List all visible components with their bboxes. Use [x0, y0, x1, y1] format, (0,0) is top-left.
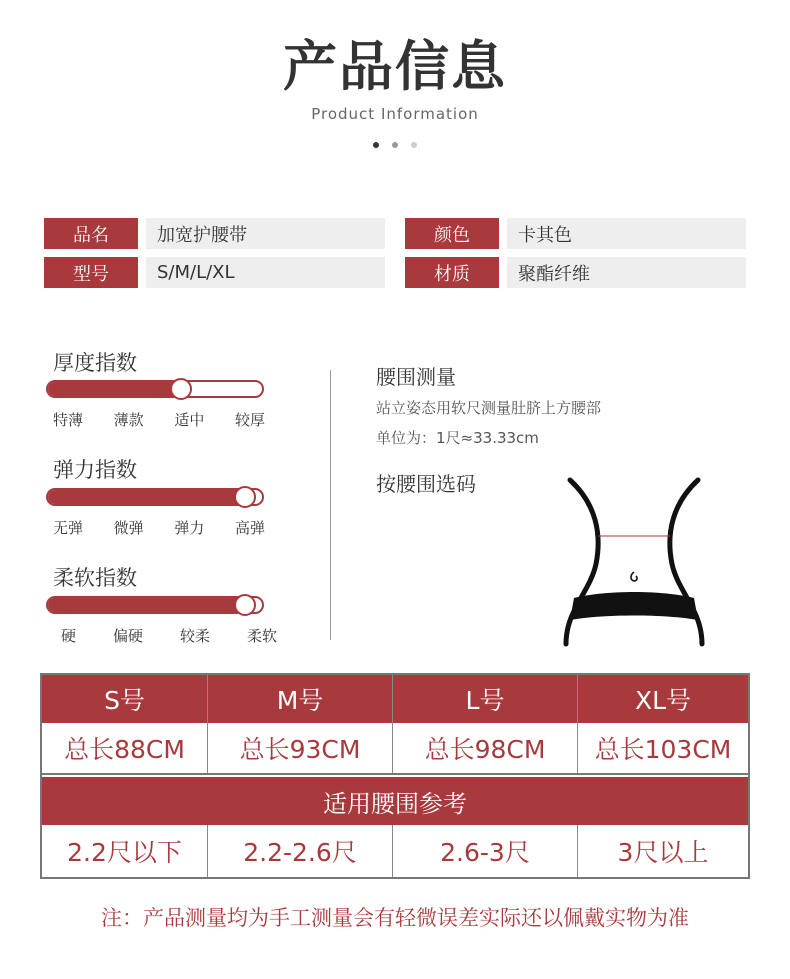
- length-l: 总长98CM: [393, 723, 578, 773]
- thickness-bar: [46, 380, 264, 398]
- length-xl: 总长103CM: [578, 723, 748, 773]
- thickness-ticks: [53, 409, 265, 430]
- tick-label: 硬: [61, 627, 77, 645]
- length-row: [42, 723, 748, 775]
- dot-3: [411, 142, 417, 148]
- tick-label: 较厚: [234, 411, 265, 429]
- vertical-divider: [330, 370, 331, 640]
- waist-xl: 3尺以上: [578, 825, 748, 877]
- size-s: S号: [42, 675, 208, 723]
- waist-s: 2.2尺以下: [42, 825, 208, 877]
- info-label-color: 颜色: [405, 218, 499, 249]
- size-m: M号: [208, 675, 393, 723]
- thickness-bar-knob: [170, 378, 192, 400]
- waist-measure-instruction: 站立姿态用软尺测量肚脐上方腰部: [376, 399, 602, 417]
- dot-1: [373, 142, 379, 148]
- waist-l: 2.6-3尺: [393, 825, 578, 877]
- softness-bar-fill: [48, 598, 245, 612]
- tick-label: 高弹: [234, 519, 265, 537]
- waist-belt-shape: [570, 592, 698, 620]
- softness-bar-knob: [234, 594, 256, 616]
- length-m: 总长93CM: [208, 723, 393, 773]
- length-s: 总长88CM: [42, 723, 208, 773]
- info-value-material: 聚酯纤维: [507, 257, 746, 288]
- waist-measure-title: 腰围测量: [376, 365, 456, 389]
- softness-index-title: 柔软指数: [53, 566, 137, 590]
- tick-label: 无弹: [53, 519, 84, 537]
- waist-row: [42, 825, 748, 877]
- tick-label: 微弹: [113, 519, 144, 537]
- elasticity-index-title: 弹力指数: [53, 458, 137, 482]
- size-l: L号: [393, 675, 578, 723]
- elasticity-bar-fill: [48, 490, 245, 504]
- thickness-index-title: 厚度指数: [53, 351, 137, 375]
- page-subtitle: Product Information: [311, 105, 479, 123]
- tick-label: 薄款: [113, 411, 144, 429]
- tick-label: 偏硬: [112, 627, 143, 645]
- tick-label: 较柔: [179, 627, 210, 645]
- info-label-name: 品名: [44, 218, 138, 249]
- navel-icon: [631, 572, 637, 581]
- tick-label: 弹力: [174, 519, 205, 537]
- thickness-bar-fill: [48, 382, 181, 396]
- size-table: [40, 673, 750, 879]
- info-value-name: 加宽护腰带: [146, 218, 385, 249]
- measurement-note: 注：产品测量均为手工测量会有轻微误差实际还以佩戴实物为准: [101, 906, 689, 930]
- select-by-waist-title: 按腰围选码: [376, 472, 476, 496]
- fit-waist-header: 适用腰围参考: [42, 777, 748, 825]
- softness-ticks: [53, 625, 277, 646]
- tick-label: 适中: [174, 411, 205, 429]
- info-value-model: S/M/L/XL: [146, 257, 385, 288]
- info-value-color: 卡其色: [507, 218, 746, 249]
- dot-2: [392, 142, 398, 148]
- elasticity-bar: [46, 488, 264, 506]
- tick-label: 特薄: [53, 411, 84, 429]
- tick-label: 柔软: [246, 627, 277, 645]
- softness-bar: [46, 596, 264, 614]
- waist-m: 2.2-2.6尺: [208, 825, 393, 877]
- size-header-row: [42, 675, 748, 723]
- pagination-dots: [0, 142, 790, 148]
- info-label-material: 材质: [405, 257, 499, 288]
- waist-illustration: [556, 474, 712, 650]
- elasticity-ticks: [53, 517, 265, 538]
- waist-unit-note: 单位为：1尺≈33.33cm: [376, 429, 539, 447]
- size-xl: XL号: [578, 675, 748, 723]
- elasticity-bar-knob: [234, 486, 256, 508]
- info-label-model: 型号: [44, 257, 138, 288]
- page-title: 产品信息: [283, 35, 507, 98]
